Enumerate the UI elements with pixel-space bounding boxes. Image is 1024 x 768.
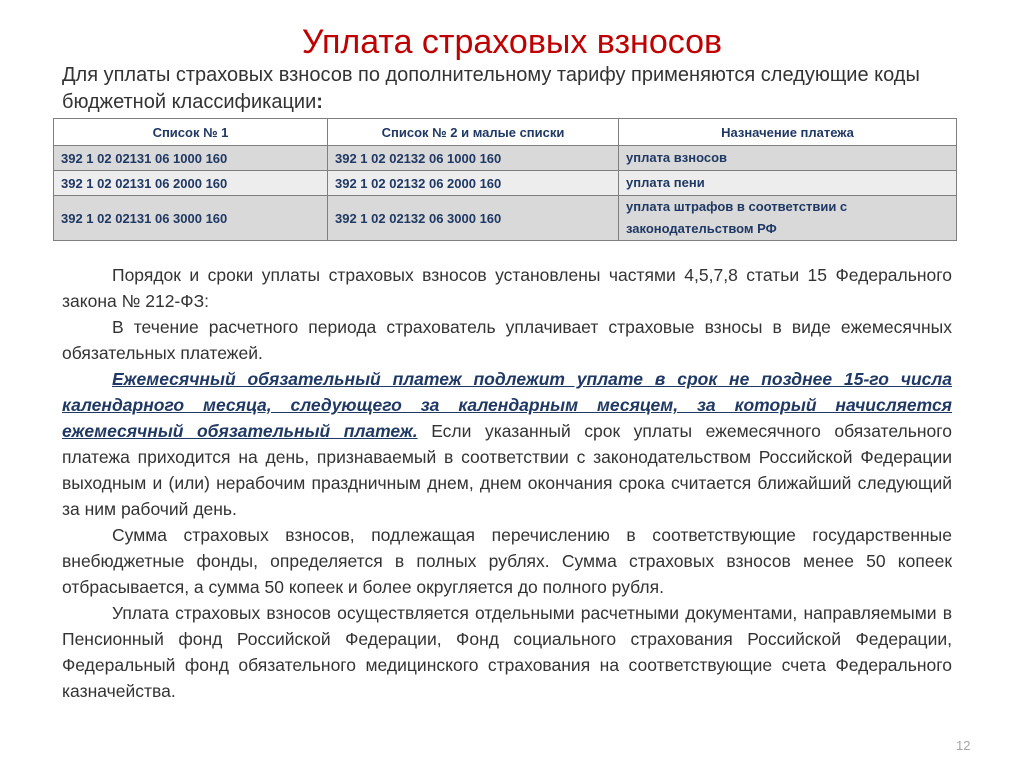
paragraph-procedure: Порядок и сроки уплаты страховых взносов установлены частями 4,5,7,8 статьи 15 Федерального закона № 212-ФЗ: bbox=[62, 265, 952, 311]
deadline-emphasis: Ежемесячный обязательный платеж подлежит уплате в срок не позднее 15-го числа календарного месяца, следующего за календарным месяцем, за который начисляется ежемесячный обязательный платеж. bbox=[62, 369, 952, 441]
paragraph-monthly-payments: В течение расчетного периода страхователь уплачивает страховые взносы в виде ежемесячных обязательных платежей. bbox=[62, 317, 952, 363]
paragraph-rounding: Сумма страховых взносов, подлежащая перечислению в соответствующие государственные внебюджетные фонды, определяется в полных рублях. Сумма страховых взносов менее 50 копеек отбрасывается, а сумма 50 копеек и более округляется до полного рубля. bbox=[62, 525, 952, 597]
table-row bbox=[54, 196, 957, 241]
cell-list2: 392 1 02 02132 06 1000 160 bbox=[328, 146, 619, 171]
table-header-row bbox=[54, 119, 957, 146]
body-text bbox=[62, 262, 952, 704]
cell-purpose: уплата пени bbox=[619, 171, 957, 196]
header-list2: Список № 2 и малые списки bbox=[328, 119, 619, 146]
paragraph-deadline bbox=[62, 366, 952, 522]
cell-list1: 392 1 02 02131 06 1000 160 bbox=[54, 146, 328, 171]
cell-purpose: уплата штрафов в соответствии с законодательством РФ bbox=[619, 196, 957, 241]
table-row bbox=[54, 146, 957, 171]
cell-list1: 392 1 02 02131 06 3000 160 bbox=[54, 196, 328, 241]
intro-colon: : bbox=[316, 91, 323, 113]
slide-title: Уплата страховых взносов bbox=[301, 23, 723, 61]
intro-text bbox=[62, 62, 992, 116]
deadline-rest: Если указанный срок уплаты ежемесячного обязательного платежа приходится на день, признаваемый в соответствии с законодательством Российской Федерации выходным и (или) нерабочим праздничным днем, днем окончания срока считается ближайший следующий за ним рабочий день. bbox=[62, 421, 952, 519]
kbk-table bbox=[53, 118, 957, 241]
header-list1: Список № 1 bbox=[54, 119, 328, 146]
page-number: 12 bbox=[956, 738, 971, 753]
cell-list2: 392 1 02 02132 06 3000 160 bbox=[328, 196, 619, 241]
cell-purpose: уплата взносов bbox=[619, 146, 957, 171]
table-row bbox=[54, 171, 957, 196]
intro-sentence: Для уплаты страховых взносов по дополнительному тарифу применяются следующие коды бюджетной классификации bbox=[62, 64, 920, 113]
cell-list1: 392 1 02 02131 06 2000 160 bbox=[54, 171, 328, 196]
header-purpose: Назначение платежа bbox=[619, 119, 957, 146]
cell-list2: 392 1 02 02132 06 2000 160 bbox=[328, 171, 619, 196]
paragraph-payment-documents: Уплата страховых взносов осуществляется отдельными расчетными документами, направляемыми в Пенсионный фонд Российской Федерации, Фонд социального страхования Российской Федерации, Федеральный фонд обязательного медицинского страхования на соответствующие счета Федерального казначейства. bbox=[62, 603, 952, 701]
